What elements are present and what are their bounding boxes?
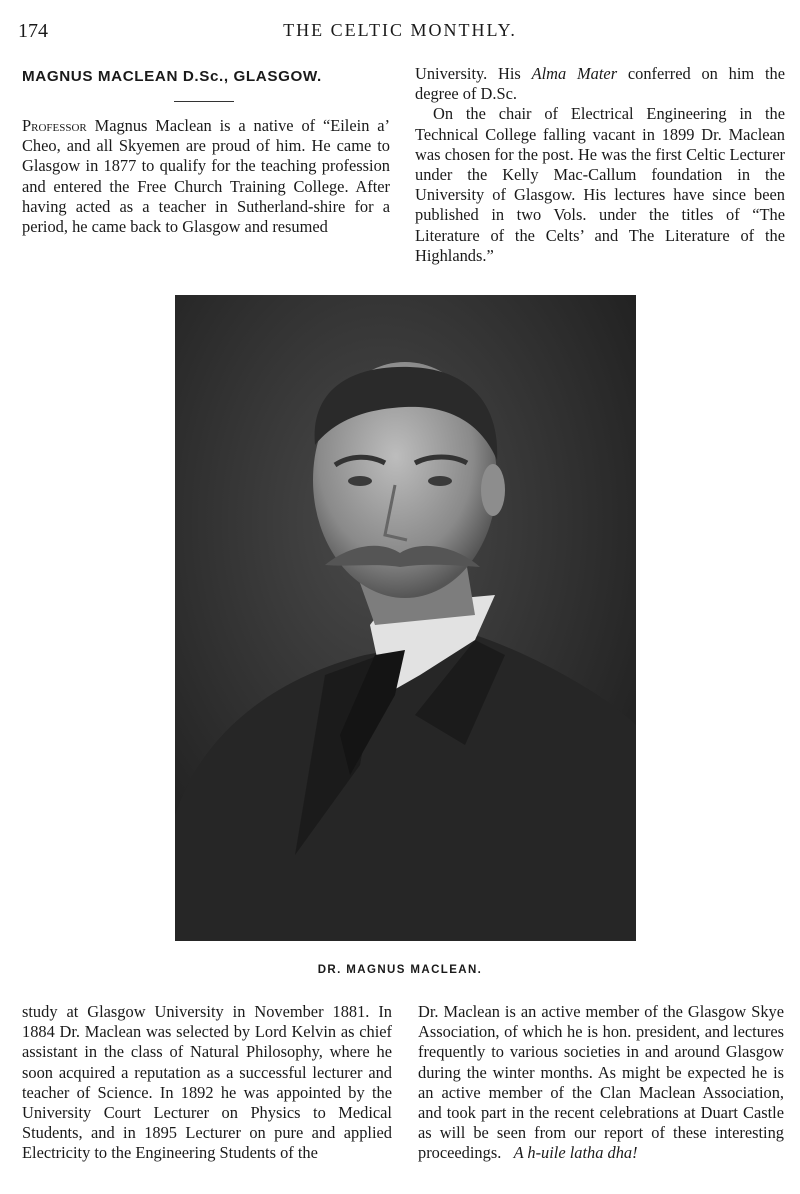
gaelic-closing: A h-uile latha dha! [513, 1143, 638, 1163]
university-career-paragraph: study at Glasgow University in November 1881. In 1884 Dr. Maclean was selected by Lord Kelvin as chief assistant in the class of Natural Philosophy, where he soon acquired a reputation as a successful lecturer and teacher of Science. In 1892 he was appointed by the University Court Lecturer on Physics to Medical Students, and in 1895 Lecturer on pure and applied Electricity to the Engineering Students of the [22, 1002, 392, 1163]
column-left-top [22, 116, 390, 237]
column-right-bottom [418, 1002, 784, 1164]
degree-text-after: conferred on him the degree of D.Sc. [415, 64, 785, 104]
photo-caption: DR. MAGNUS MACLEAN. [317, 964, 483, 976]
degree-text-before: University. His [415, 64, 532, 83]
intro-text: Magnus Maclean is a native of “Eilein a’ Cheo, and all Skyemen are proud of him. He came to Glasgow in 1877 to qualify for the teaching profession and entered the Free Church Training College. After having acted as a teacher in Sutherland-shire for a period, he came back to Glasgow and resumed [22, 116, 390, 237]
skye-association-text: Dr. Maclean is an active member of the Glasgow Skye Association, of which he is hon. president, and lectures frequently to various societies in and around Glasgow during the winter months. As might be expected he is an active member of the Clan Maclean Association, and took part in the recent celebrations at Duart Castle as will be seen from our report of these interesting proceedings. [418, 1002, 784, 1163]
column-left-bottom [22, 1002, 392, 1164]
running-title: THE CELTIC MONTHLY. [283, 20, 517, 40]
title-rule [174, 101, 234, 102]
opening-word: Professor [22, 116, 87, 135]
portrait-photo [175, 295, 636, 941]
column-right-top [415, 64, 785, 266]
page-number: 174 [18, 20, 48, 42]
alma-mater-text: Alma Mater [531, 64, 618, 83]
article-title: MAGNUS MACLEAN D.Sc., GLASGOW. [22, 68, 322, 85]
electrical-chair-paragraph: On the chair of Electrical Engineering in the Technical College falling vacant in 1899 Dr. Maclean was chosen for the post. He was the first Celtic Lecturer under the Kelly Mac-Callum foundation in the University of Glasgow. His lectures have since been published in two Vols. under the titles of “The Literature of the Celts’ and The Literature of the Highlands.” [415, 104, 785, 265]
